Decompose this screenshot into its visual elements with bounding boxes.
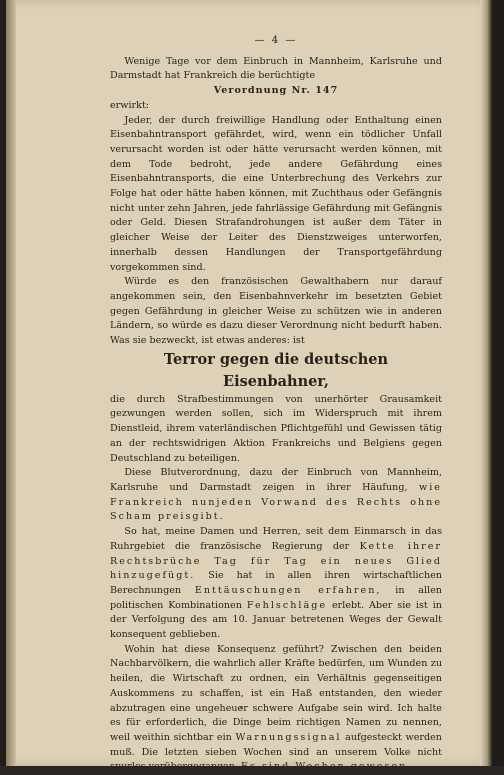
paragraph-coercion: die durch Strafbestimmungen von unerhörter Grausamkeit gezwungen werden sollen, sich im Widerspruch mit ihrem Dienstleid, ihrem vaterländischen Pflichtgefühl und Gewissen tätig an der rechtswidrigen Aktion Frankreichs und Belgiens gegen Deutschland zu beteiligen.: [110, 393, 442, 464]
paragraph-chain: [110, 525, 442, 643]
paper-sheet: [6, 0, 492, 773]
paragraph-erwirkt: erwirkt:: [110, 99, 150, 111]
blood-decree-text: Diese Blutverordnung, dazu der Einbruch von Mannheim, Karlsruhe und Darmstadt zeigen in ihrer Häufung,: [110, 467, 442, 493]
spaced-emphasis: Fehlschläge: [246, 599, 328, 611]
spaced-emphasis: Kette ihrer Rechtsbrüche Tag für Tag ein neues Glied hinzugefügt.: [110, 540, 442, 582]
paragraph-intro: Wenige Tage vor dem Einbruch in Mannheim, Karlsruhe und Darmstadt hat Frankreich die berüchtigte: [110, 55, 442, 82]
chain-text: So hat, meine Damen und Herren, seit dem Einmarsch in das Ruhrgebiet die französische Regierung der: [110, 526, 442, 552]
text-column: [110, 34, 442, 775]
spaced-emphasis: Es sind Wochen gewesen,: [240, 761, 413, 773]
paragraph-consequence: [110, 643, 442, 775]
paragraph-blood-decree: [110, 466, 442, 525]
chain-text: erlebt. Aber sie ist in der Verfolgung des am 10. Januar betretenen Weges der Gewalt konsequent geblieben.: [110, 599, 442, 641]
chain-text: in allen politischen Kombinationen: [110, 584, 442, 611]
spaced-emphasis: Warnungssignal: [235, 731, 342, 743]
binding-fold: [6, 0, 16, 766]
decree-title: Verordnung Nr. 147: [213, 85, 339, 97]
spaced-emphasis: Enttäuschungen erfahren,: [194, 584, 382, 596]
paragraph-decree-text: Jeder, der durch freiwillige Handlung oder Enthaltung einen Eisenbahntransport gefährdet, wird, wenn ein tödlicher Unfall verursacht worden ist oder hätte verursacht werden können, mit dem Tode bedroht, jede andere Gefährdung eines Eisenbahntransports, die eine Unterbrechung des Verkehrs zur Folge hat oder hätte haben können, mit Zuchthaus oder Gefängnis nicht unter zehn Jahren, jede fahrlässige Gefährdung mit Gefängnis oder Geld. Diesen Strafandrohungen ist außer dem Täter in gleicher Weise der Leiter des Dienstzweiges unterworfen, innerhalb dessen Handlungen der Transportgefährdung vorgekommen sind.: [110, 114, 442, 273]
page-number: — 4 —: [254, 35, 298, 46]
page-edge: [480, 0, 492, 766]
spaced-emphasis: wie Frankreich nunjeden Vorwand des Rechts ohne Scham preisgibt.: [110, 481, 442, 523]
consequence-text: aufgesteckt werden muß. Die letzten sieben Wochen sind an unserem Volke nicht spurlos vorübergegangen.: [110, 731, 442, 773]
chain-text: Sie hat in allen ihren wirtschaftlichen Berechnungen: [110, 570, 442, 596]
paragraph-purpose: Würde es den französischen Gewalthabern nur darauf angekommen sein, den Eisenbahnverkehr im besetzten Gebiet gegen Gefährdung in gleicher Weise zu schützen wie in anderen Ländern, so würde es dazu dieser Verordnung nicht bedurft haben. Was sie bezweckt, ist etwas anderes: ist: [110, 276, 442, 347]
consequence-text: Wohin hat diese Konsequenz geführt? Zwischen den beiden Nachbarvölkern, die wahrlich aller Kräfte bedürfen, um Wunden zu heilen, die Wirtschaft zu ordnen, ein Verhältnis gegenseitigen Auskommens zu schaffen, ist ein Haß entstanden, den wieder abzutragen eine ungeheuer schwere Aufgabe sein wird. Ich halte es für erforderlich, die Dinge beim richtigen Namen zu nennen, weil weithin sichtbar ein: [110, 643, 442, 743]
headline-terror: Terror gegen die deutschen Eisenbahner,: [163, 350, 389, 390]
